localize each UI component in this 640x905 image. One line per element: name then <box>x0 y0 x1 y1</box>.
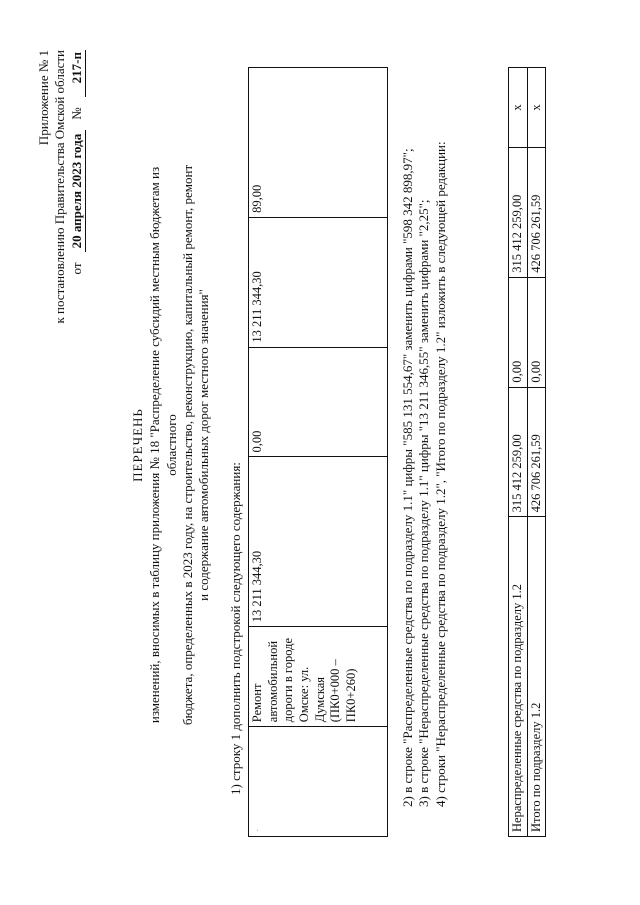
heading-line: и содержание автомобильных дорог местного значения" <box>196 289 211 601</box>
value-cell: 0,00 <box>527 277 546 387</box>
appendix-line-2: к постановлению Правительства Омской области <box>52 50 68 324</box>
heading-line: бюджета, определенных в 2023 году, на строительство, реконструкцию, капитальный ремонт, ремонт <box>179 164 195 726</box>
document-title: ПЕРЕЧЕНЬ <box>130 408 145 482</box>
heading-line: изменений, вносимых в таблицу приложения № 18 "Распределение субсидий местным бюджетам из областного <box>147 166 179 724</box>
value-cell: 0,00 <box>509 277 528 387</box>
subsection-table <box>508 67 546 837</box>
decree-number: 217-п <box>69 50 86 97</box>
total-cell: 13 211 344,30 <box>249 457 388 627</box>
table-row <box>509 68 528 837</box>
item-2-text: 2) в строке "Распределенные средства по подразделу 1.1" цифры "585 131 554,67" заменить цифрами "598 342 898,97"; <box>400 148 415 807</box>
appendix-header <box>36 50 86 324</box>
document-heading <box>130 135 212 755</box>
value-cell: 426 706 261,59 <box>527 147 546 277</box>
item-3-text: 3) в строке "Нераспределенные средства по подразделу 1.1" цифры "13 211 346,55" заменить цифрами "2,25"; <box>416 199 432 807</box>
row-label: Итого по подразделу 1.2 <box>527 517 546 837</box>
empty-cell: · <box>249 727 388 837</box>
item-1-text: 1) строку 1 дополнить подстрокой следующего содержания: <box>228 462 243 795</box>
substring-table <box>248 67 388 837</box>
number-label: № <box>68 107 84 120</box>
items-2-4 <box>400 65 449 835</box>
appendix-line-1: Приложение № 1 <box>36 50 51 146</box>
value-cell: x <box>509 68 528 148</box>
row-label: Нераспределенные средства по подразделу 1.2 <box>509 517 528 837</box>
value-cell: 89,00 <box>249 68 388 218</box>
decree-date: 20 апреля 2023 года <box>69 130 86 253</box>
value-cell: x <box>527 68 546 148</box>
table-row <box>249 68 388 837</box>
from-label: от <box>68 262 84 275</box>
value-cell: 426 706 261,59 <box>527 387 546 517</box>
item-4-text: 4) строки "Нераспределенные средства по подразделу 1.2", "Итого по подразделу 1.2" изложить в следующей редакции: <box>432 141 448 807</box>
value-cell: 0,00 <box>249 347 388 457</box>
value-cell: 315 412 259,00 <box>509 387 528 517</box>
table-row <box>527 68 546 837</box>
appendix-date-row <box>69 50 86 324</box>
object-name-cell: Ремонт автомобильной дороги в городе Омске: ул. Думская (ПК0+000 – ПК0+260) <box>249 627 388 727</box>
value-cell: 315 412 259,00 <box>509 147 528 277</box>
value-cell: 13 211 344,30 <box>249 217 388 347</box>
